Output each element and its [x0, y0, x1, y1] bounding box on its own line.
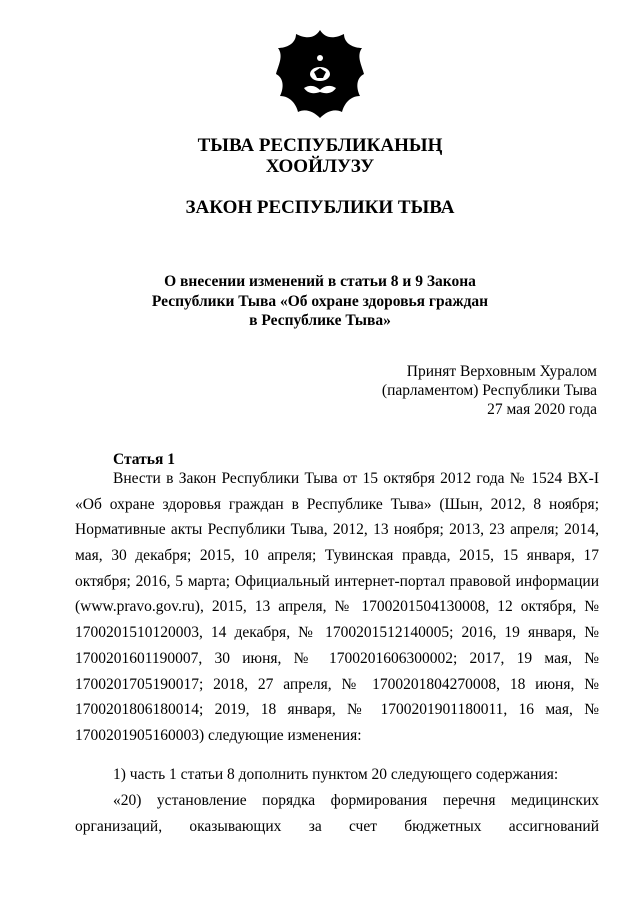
adoption-date: 27 мая 2020 года: [487, 401, 597, 418]
adoption-note: [382, 362, 597, 419]
paragraph-line: 1700201510120003, 14 декабря, № 1700201512140005; 2016, 19 января, №: [75, 624, 599, 642]
header-tyva-line1: ТЫВА РЕСПУБЛИКАНЫҢ: [197, 135, 443, 156]
adoption-line1: Принят Верховным Хуралом: [406, 363, 597, 380]
paragraph-line: октября; 2016, 5 марта; Официальный интернет-портал правовой информации: [75, 572, 599, 590]
article-paragraph-1: [75, 466, 599, 749]
header-russian-title: ЗАКОН РЕСПУБЛИКИ ТЫВА: [185, 197, 455, 218]
law-title-line3: в Республике Тыва»: [249, 312, 391, 329]
paragraph-line: мая, 30 декабря; 2015, 10 апреля; Тувинская правда, 2015, 15 января, 17: [75, 547, 599, 565]
paragraph-line: (www.pravo.gov.ru), 2015, 13 апреля, № 1700201504130008, 12 октября, №: [75, 598, 599, 616]
paragraph-line: 1700201806180014; 2019, 18 января, № 1700201901180011, 16 мая, №: [75, 701, 599, 719]
paragraph-line: «20) установление порядка формирования перечня медицинских: [113, 792, 599, 809]
law-title-line2: Республики Тыва «Об охране здоровья граждан: [151, 292, 489, 310]
header-tyva-line2: ХООЙЛУЗУ: [265, 156, 375, 177]
paragraph-line: 1700201601190007, 30 июня, № 1700201606300002; 2017, 19 мая, №: [75, 649, 599, 667]
law-title: [0, 272, 640, 331]
article-paragraph-3: [75, 788, 599, 839]
paragraph-line: организаций, оказывающих за счет бюджетных ассигнований: [75, 817, 599, 835]
adoption-line2: (парламентом) Республики Тыва: [381, 382, 597, 399]
law-title-line1: О внесении изменений в статьи 8 и 9 Закона: [164, 273, 476, 290]
article-heading: Статья 1: [113, 451, 175, 468]
paragraph-line: Нормативные акты Республики Тыва, 2012, 13 ноября; 2013, 23 апреля; 2014,: [75, 521, 599, 539]
paragraph-line: 1) часть 1 статьи 8 дополнить пунктом 20 следующего содержания:: [113, 766, 559, 783]
paragraph-line: Внести в Закон Республики Тыва от 15 октября 2012 года № 1524 ВХ-I: [113, 470, 599, 487]
paragraph-line: 1700201905160003) следующие изменения:: [75, 726, 362, 744]
paragraph-line: 1700201705190017; 2018, 27 апреля, № 1700201804270008, 18 июня, №: [75, 675, 599, 693]
paragraph-line: «Об охране здоровья граждан в Республике Тыва» (Шын, 2012, 8 ноября;: [75, 495, 599, 513]
coat-of-arms-emblem: [274, 28, 366, 120]
article-paragraph-2: [75, 762, 599, 788]
